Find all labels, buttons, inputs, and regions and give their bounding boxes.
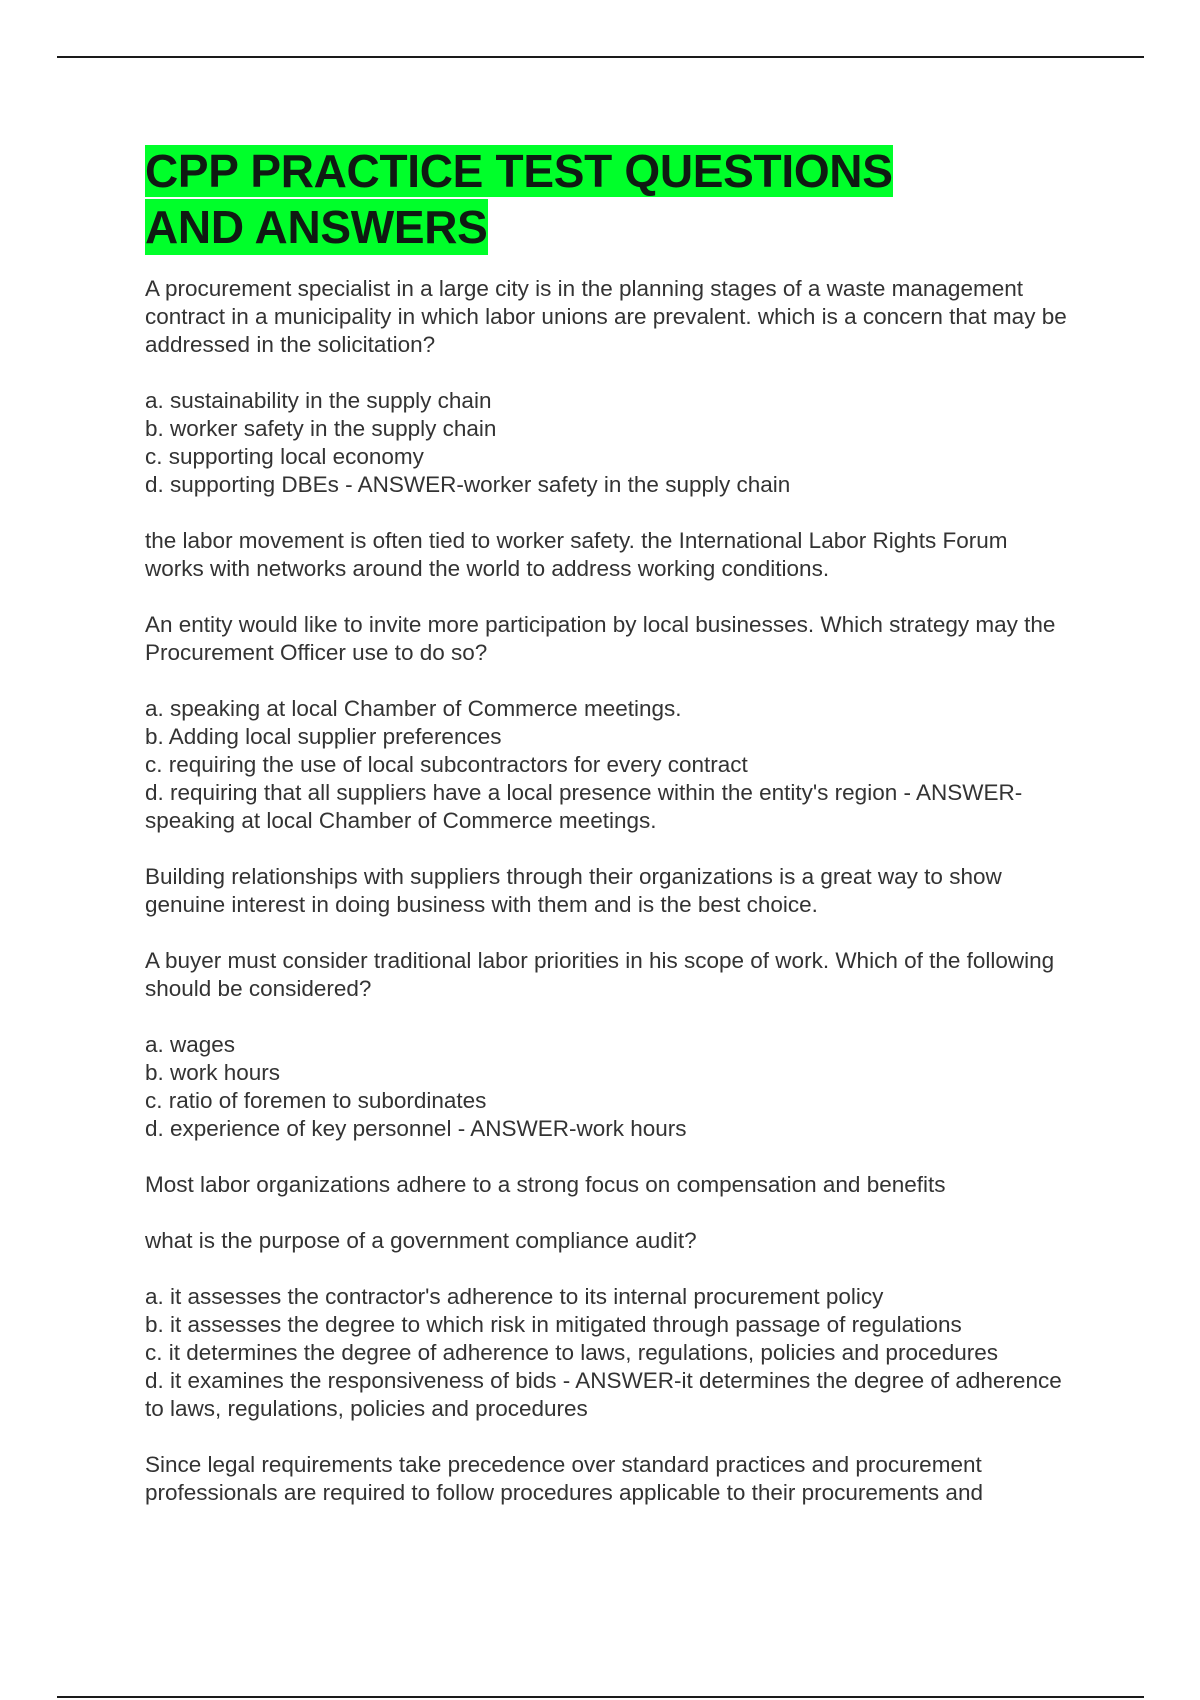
option-a: a. it assesses the contractor's adherence to its internal procurement policy bbox=[145, 1284, 884, 1309]
option-b: b. it assesses the degree to which risk in mitigated through passage of regulations bbox=[145, 1312, 962, 1337]
option-d-with-answer: d. supporting DBEs - ANSWER-worker safety in the supply chain bbox=[145, 472, 791, 497]
question-text: An entity would like to invite more participation by local businesses. Which strategy may the Procurement Officer use to do so? bbox=[145, 612, 1056, 665]
explanation-text: the labor movement is often tied to worker safety. the International Labor Rights Forum works with networks around the world to address working conditions. bbox=[145, 528, 1008, 581]
option-c: c. requiring the use of local subcontractors for every contract bbox=[145, 752, 748, 777]
question-text: what is the purpose of a government compliance audit? bbox=[145, 1228, 697, 1253]
option-c: c. it determines the degree of adherence to laws, regulations, policies and procedures bbox=[145, 1340, 999, 1365]
option-b: b. Adding local supplier preferences bbox=[145, 724, 502, 749]
option-a: a. wages bbox=[145, 1032, 236, 1057]
answer-options bbox=[145, 1283, 1070, 1423]
explanation-text: Most labor organizations adhere to a strong focus on compensation and benefits bbox=[145, 1172, 946, 1197]
title-line-2: AND ANSWERS bbox=[145, 201, 488, 253]
title-line-1: CPP PRACTICE TEST QUESTIONS bbox=[145, 145, 893, 197]
option-d-with-answer: d. experience of key personnel - ANSWER-work hours bbox=[145, 1116, 687, 1141]
explanation-text: Since legal requirements take precedence over standard practices and procurement professionals are required to follow procedures applicable to their procurements and bbox=[145, 1452, 983, 1505]
explanation-text: Building relationships with suppliers through their organizations is a great way to show genuine interest in doing business with them and is the best choice. bbox=[145, 864, 1002, 917]
option-a: a. speaking at local Chamber of Commerce meetings. bbox=[145, 696, 682, 721]
option-c: c. ratio of foremen to subordinates bbox=[145, 1088, 487, 1113]
document-body bbox=[145, 143, 1070, 1535]
bottom-rule bbox=[57, 1696, 1144, 1698]
answer-options bbox=[145, 1031, 1070, 1143]
option-d-with-answer: d. requiring that all suppliers have a local presence within the entity's region - ANSWER-speaking at local Chamber of Commerce meetings. bbox=[145, 780, 1023, 833]
option-c: c. supporting local economy bbox=[145, 444, 424, 469]
question-text: A buyer must consider traditional labor priorities in his scope of work. Which of the following should be considered? bbox=[145, 948, 1055, 1001]
option-d-with-answer: d. it examines the responsiveness of bids - ANSWER-it determines the degree of adherence to laws, regulations, policies and procedures bbox=[145, 1368, 1062, 1421]
option-b: b. worker safety in the supply chain bbox=[145, 416, 497, 441]
option-b: b. work hours bbox=[145, 1060, 281, 1085]
document-title bbox=[145, 143, 1070, 255]
option-a: a. sustainability in the supply chain bbox=[145, 388, 492, 413]
top-rule bbox=[57, 56, 1144, 58]
question-text: A procurement specialist in a large city is in the planning stages of a waste management contract in a municipality in which labor unions are prevalent. which is a concern that may be addressed in the solicitation? bbox=[145, 276, 1067, 357]
answer-options bbox=[145, 695, 1070, 835]
answer-options bbox=[145, 387, 1070, 499]
